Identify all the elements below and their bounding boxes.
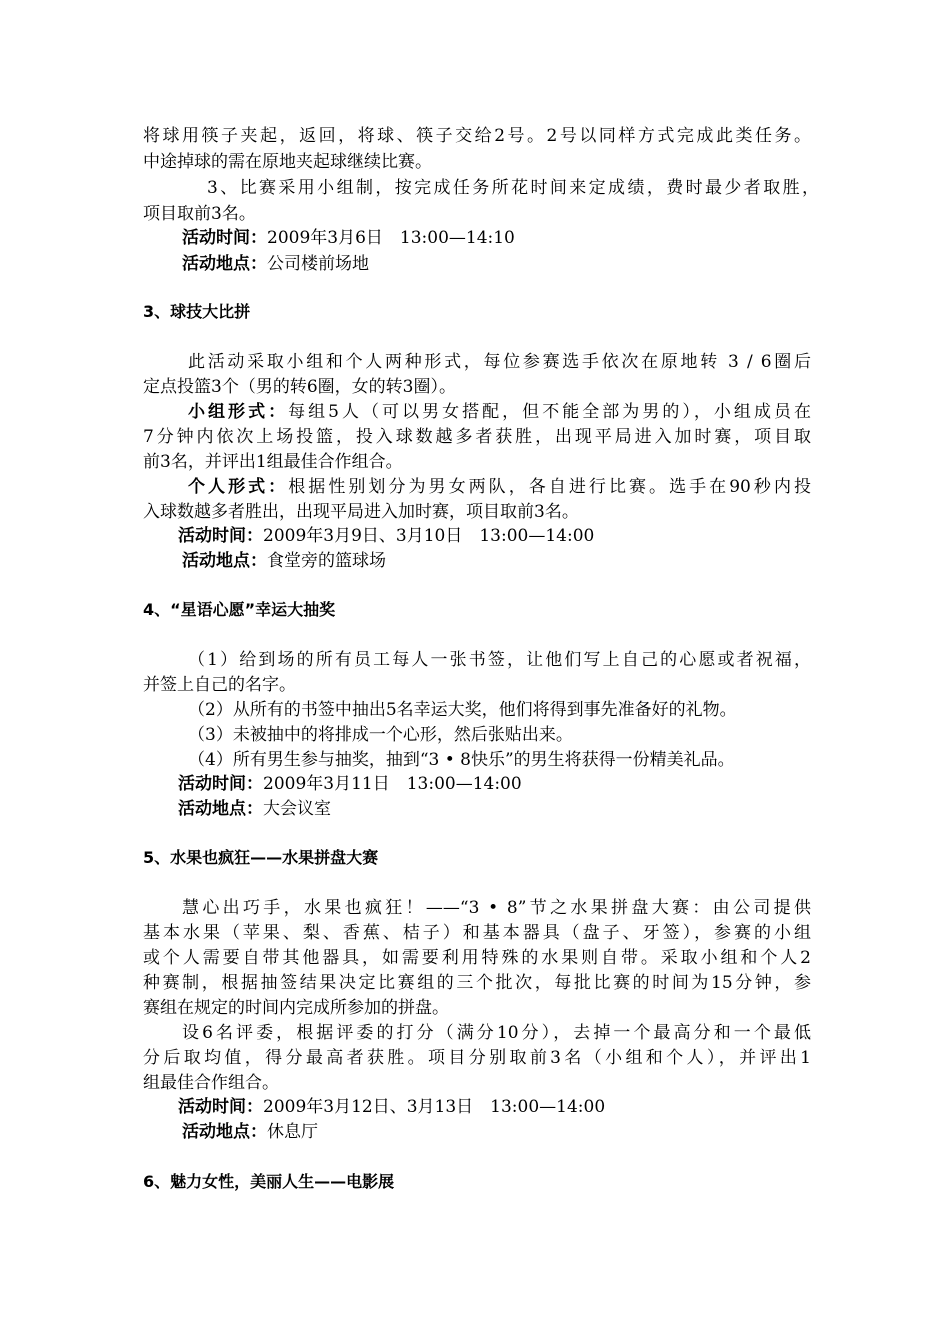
- section-heading: 5、水果也疯狂——水果拼盘大赛: [143, 848, 379, 867]
- paragraph-line: 7分钟内依次上场投篮，投入球数越多者获胜，出现平局进入加时赛，项目取: [143, 427, 811, 447]
- group-form-label: 小组形式：: [188, 402, 289, 422]
- paragraph-line: 并签上自己的名字。: [143, 675, 296, 695]
- activity-place-value: 食堂旁的篮球场: [267, 551, 386, 571]
- activity-time-label: 活动时间：: [178, 774, 263, 794]
- activity-place-label: 活动地点：: [178, 799, 263, 819]
- paragraph-line: [188, 475, 811, 499]
- paragraph-line: 组最佳合作组合。: [143, 1073, 279, 1093]
- activity-time-value: 2009年3月9日、3月10日 13:00—14:00: [263, 526, 595, 546]
- list-item: （2）从所有的书签中抽出5名幸运大奖，他们将得到事先准备好的礼物。: [188, 700, 737, 720]
- paragraph-line: [188, 400, 811, 424]
- paragraph-line: 入球数越多者胜出，出现平局进入加时赛，项目取前3名。: [143, 502, 579, 522]
- paragraph-line: 中途掉球的需在原地夹起球继续比赛。: [143, 152, 432, 172]
- activity-place: [178, 797, 331, 821]
- activity-place-label: 活动地点：: [182, 254, 267, 274]
- paragraph-line: 慧心出巧手，水果也疯狂！——“3 • 8”节之水果拼盘大赛：由公司提供: [182, 898, 811, 918]
- activity-place-value: 公司楼前场地: [267, 254, 369, 274]
- paragraph-line: 设6名评委，根据评委的打分（满分10分），去掉一个最高分和一个最低: [182, 1023, 811, 1043]
- activity-time: [178, 1095, 605, 1119]
- activity-place: [182, 1120, 318, 1144]
- paragraph-line: 赛组在规定的时间内完成所参加的拼盘。: [143, 998, 449, 1018]
- section-heading: 6、魅力女性，美丽人生——电影展: [143, 1172, 395, 1191]
- activity-place-value: 休息厅: [267, 1122, 318, 1142]
- activity-time: [178, 772, 522, 796]
- paragraph-line: 或个人需要自带其他器具，如需要利用特殊的水果则自带。采取小组和个人2: [143, 948, 811, 968]
- paragraph-line: 此活动采取小组和个人两种形式，每位参赛选手依次在原地转 3 / 6圈后: [188, 352, 811, 372]
- activity-place: [182, 549, 386, 573]
- activity-time-value: 2009年3月11日 13:00—14:00: [263, 774, 522, 794]
- paragraph-line: 定点投篮3个（男的转6圈，女的转3圈）。: [143, 377, 456, 397]
- individual-form-label: 个人形式：: [188, 477, 289, 497]
- activity-time-label: 活动时间：: [178, 526, 263, 546]
- activity-place-value: 大会议室: [263, 799, 331, 819]
- paragraph-line: 3、比赛采用小组制，按完成任务所花时间来定成绩，费时最少者取胜，: [207, 178, 819, 198]
- activity-time-value: 2009年3月12日、3月13日 13:00—14:00: [263, 1097, 606, 1117]
- activity-place-label: 活动地点：: [182, 1122, 267, 1142]
- activity-place-label: 活动地点：: [182, 551, 267, 571]
- paragraph-line: （1）给到场的所有员工每人一张书签，让他们写上自己的心愿或者祝福，: [188, 650, 811, 670]
- paragraph-line: 前3名，并评出1组最佳合作组合。: [143, 452, 403, 472]
- list-item: （4）所有男生参与抽奖，抽到“3 • 8快乐”的男生将获得一份精美礼品。: [188, 750, 735, 770]
- paragraph-line: 分后取均值，得分最高者获胜。项目分别取前3名（小组和个人），并评出1: [143, 1048, 811, 1068]
- paragraph-line: 将球用筷子夹起，返回，将球、筷子交给2号。2号以同样方式完成此类任务。: [143, 126, 811, 146]
- activity-place: [182, 252, 369, 276]
- list-item: （3）未被抽中的将排成一个心形，然后张贴出来。: [188, 725, 573, 745]
- section-heading: 4、“星语心愿”幸运大抽奖: [143, 600, 336, 619]
- activity-time-label: 活动时间：: [182, 228, 267, 248]
- paragraph-line: 基本水果（苹果、梨、香蕉、桔子）和基本器具（盘子、牙签），参赛的小组: [143, 923, 811, 943]
- activity-time-label: 活动时间：: [178, 1097, 263, 1117]
- individual-form-text: 根据性别划分为男女两队，各自进行比赛。选手在90秒内投: [288, 477, 811, 497]
- group-form-text: 每组5人（可以男女搭配，但不能全部为男的），小组成员在: [288, 402, 811, 422]
- paragraph-line: 种赛制，根据抽签结果决定比赛组的三个批次，每批比赛的时间为15分钟，参: [143, 973, 811, 993]
- activity-time-value: 2009年3月6日 13:00—14:10: [267, 228, 515, 248]
- activity-time: [182, 226, 515, 250]
- activity-time: [178, 524, 594, 548]
- section-heading: 3、球技大比拼: [143, 302, 251, 321]
- paragraph-line: 项目取前3名。: [143, 204, 256, 224]
